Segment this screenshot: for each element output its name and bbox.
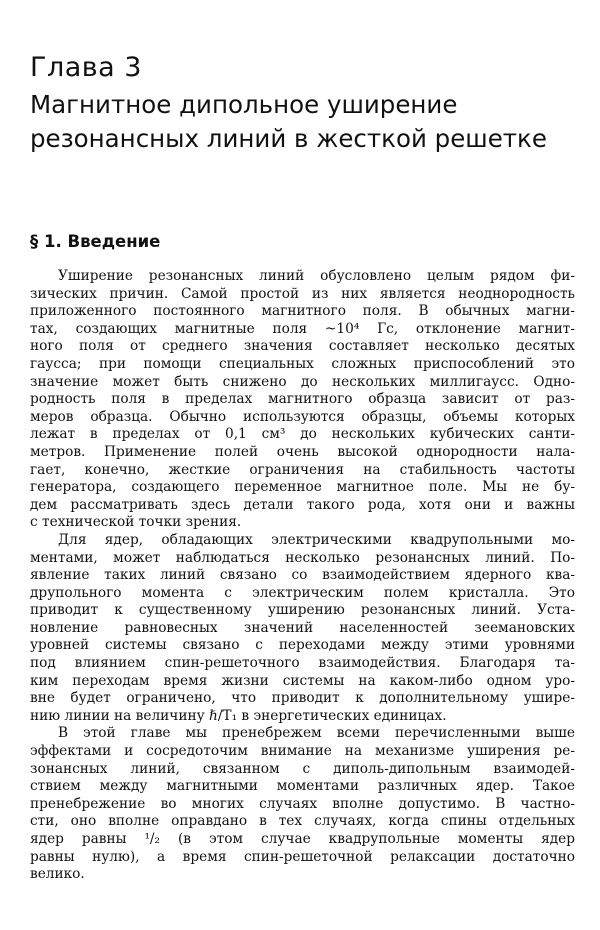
text-line: В этой главе мы пренебрежем всеми перечисленными выше (58, 725, 575, 742)
text-line: ного поля от среднего значения составляет несколько десятых (30, 338, 575, 355)
chapter-title (30, 88, 590, 156)
text-line: лежат в пределах от 0,1 см³ до нескольких кубических санти- (30, 426, 575, 443)
text-line: равны нулю), а время спин-решеточной релаксации достаточно (30, 848, 575, 865)
text-line: метров. Применение полей очень высокой однородности нала- (30, 443, 575, 460)
text-line: родность поля в пределах магнитного образца зависит от раз- (30, 391, 575, 408)
text-line: меров образца. Обычно используются образцы, объемы которых (30, 408, 575, 425)
text-line: ядер равны ¹/₂ (в этом случае квадрупольные моменты ядер (30, 831, 575, 847)
text-line: ким переходам время жизни системы на каком-либо одном уро- (30, 672, 575, 689)
section-title: § 1. Введение (30, 232, 161, 251)
text-line: зических причин. Самой простой из них является неоднородность (30, 285, 575, 302)
text-line: сти, оно вполне оправдано в тех случаях, когда спины отдельных (30, 813, 575, 830)
paragraph (30, 725, 575, 883)
body-text (30, 268, 575, 884)
text-line: эффектами и сосредоточим внимание на механизме уширения ре- (30, 743, 575, 760)
chapter-title-line: Магнитное дипольное уширение (30, 90, 458, 119)
chapter-label: Глава 3 (30, 52, 142, 83)
paragraph (30, 532, 575, 726)
chapter-title-line: резонансных линий в жесткой решетке (30, 124, 547, 153)
text-line: приводит к существенному уширению резонансных линий. Уста- (30, 602, 575, 619)
text-line: ствием между магнитными моментами различных ядер. Такое (30, 778, 575, 795)
text-line: пренебрежение во многих случаях вполне допустимо. В частно- (30, 795, 575, 812)
text-line: нию линии на величину ℏ/T₁ в энергетических единицах. (30, 707, 447, 724)
text-line: вне будет ограничено, что приводит к дополнительному ушире- (30, 690, 575, 707)
text-line: зонансных линий, связанном с диполь-дипольным взаимодей- (30, 760, 575, 777)
text-line: ментами, может наблюдаться несколько резонансных линий. По- (30, 549, 575, 566)
text-line: гаусса; при помощи специальных сложных приспособлений это (30, 355, 575, 372)
paragraph (30, 268, 575, 532)
text-line: значение может быть снижено до нескольких миллигаусс. Одно- (30, 373, 575, 390)
text-line: велико. (30, 866, 85, 883)
text-line: под влиянием спин-решеточного взаимодействия. Благодаря та- (30, 655, 575, 672)
text-line: гает, конечно, жесткие ограничения на стабильность частоты (30, 461, 575, 478)
text-line: дем рассматривать здесь детали такого рода, хотя они и важны (30, 496, 575, 513)
text-line: тах, создающих магнитные поля ~10⁴ Гс, отклонение магнит- (30, 320, 575, 337)
text-line: Уширение резонансных линий обусловлено целым рядом фи- (58, 268, 575, 284)
text-line: явление таких линий связано со взаимодействием ядерного ква- (30, 567, 575, 584)
text-line: уровней системы связано с переходами между этими уровнями (30, 637, 575, 654)
text-line: приложенного постоянного магнитного поля. В обычных магни- (30, 303, 575, 320)
text-line: с технической точки зрения. (30, 514, 242, 531)
text-line: друпольного момента с электрическим полем кристалла. Это (30, 584, 575, 601)
text-line: Для ядер, обладающих электрическими квадрупольными мо- (58, 531, 575, 548)
text-line: новление равновесных значений населенностей зеемановских (30, 619, 575, 636)
text-line: генератора, создающего переменное магнитное поле. Мы не бу- (30, 479, 575, 496)
